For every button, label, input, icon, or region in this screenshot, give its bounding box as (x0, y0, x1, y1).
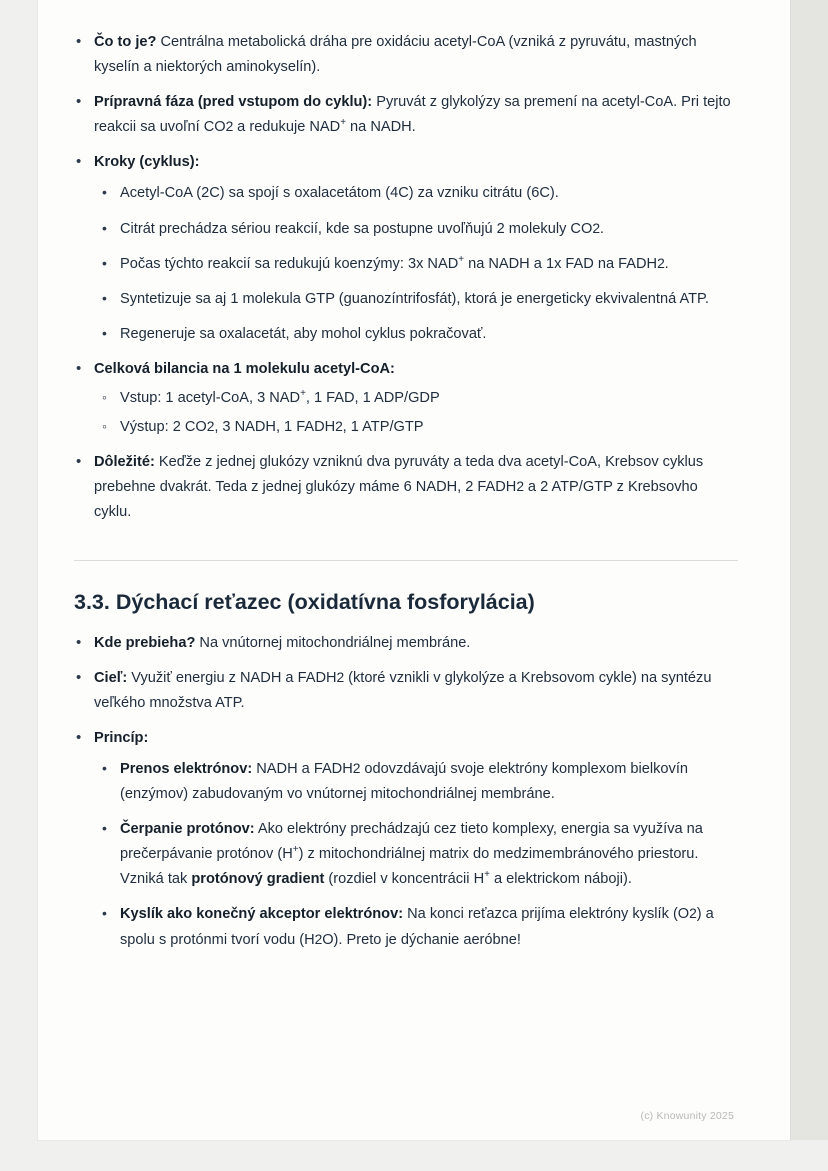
proton-superscript: + (292, 844, 299, 856)
list-item (68, 30, 738, 80)
dychaci-retazec-list (68, 631, 738, 953)
item-text: Centrálna metabolická dráha pre oxidáciu acetyl-CoA (vzniká z pyruvátu, mastných kyselín a niektorých aminokyselín). (94, 34, 697, 76)
vystup-text-c: , 1 ATP/GTP (342, 419, 424, 436)
kroky-sublist (94, 181, 738, 346)
list-item (94, 181, 738, 206)
item-label: Kde prebieha? (94, 634, 196, 651)
item-label: Kroky (cyklus): (94, 154, 200, 171)
vstup-text-a: Vstup: 1 acetyl-CoA, 3 NAD (120, 390, 301, 407)
o2-subscript: 2 (689, 905, 697, 922)
krebs-cycle-list (68, 30, 738, 526)
item-text-b: . (599, 220, 604, 237)
item-label: Čerpanie protónov: (120, 821, 255, 838)
fadh2-subscript: 2 (352, 759, 361, 776)
item-label: Prípravná fáza (pred vstupom do cyklu): (94, 94, 373, 111)
list-item (94, 217, 738, 242)
proton-superscript: + (484, 869, 490, 881)
inline-emphasis: protónový gradient (191, 871, 325, 888)
h2o-subscript: 2 (314, 930, 323, 947)
item-text: Na vnútornej mitochondriálnej membráne. (195, 634, 471, 651)
item-label: Cieľ: (94, 669, 128, 686)
item-label: Prenos elektrónov: (120, 760, 253, 777)
co2-subscript: 2 (225, 118, 234, 135)
document-content (68, 30, 738, 953)
list-item (94, 322, 738, 347)
list-item (94, 757, 738, 807)
fadh2-subscript: 2 (335, 418, 343, 435)
item-text-b: ) z mitochondriálnej matrix do medzimembránového priestoru. Vzniká tak (120, 846, 699, 888)
list-item (94, 415, 738, 440)
item-text-c: . (664, 255, 669, 272)
nad-plus-superscript: + (458, 253, 465, 265)
section-divider (74, 560, 738, 561)
nad-plus-superscript: + (340, 117, 346, 129)
list-item (68, 357, 738, 440)
item-text-b: ) a spolu s protónmi tvorí vodu (H (120, 906, 714, 948)
page-title: 3.3. Dýchací reťazec (oxidatívna fosforylácia) (74, 589, 535, 614)
item-text-d: a elektrickom náboji). (489, 871, 632, 888)
co2-subscript: 2 (206, 418, 215, 435)
vstup-text-b: , 1 FAD, 1 ADP/GDP (305, 390, 440, 407)
item-text-a: Počas týchto reakcií sa redukujú koenzýmy: 3x NAD (120, 255, 459, 272)
list-item (68, 150, 738, 347)
watermark: (c) Knowunity 2025 (640, 1110, 734, 1122)
princip-sublist (94, 757, 738, 953)
list-item (68, 726, 738, 953)
fadh2-subscript: 2 (336, 668, 345, 685)
item-text-a: Citrát prechádza sériou reakcií, kde sa postupne uvoľňujú 2 molekuly CO (120, 220, 593, 237)
item-text-c: (rozdiel v koncentrácii H (324, 871, 485, 888)
list-item (68, 90, 738, 140)
item-label: Princíp: (94, 729, 149, 746)
item-text-a: Využiť energiu z NADH a FADH (127, 669, 337, 686)
item-text-a: Pyruvát z glykolýzy sa premení na acetyl-CoA. Pri tejto reakcii sa uvoľní CO (94, 94, 731, 136)
bilancia-sublist (94, 386, 738, 440)
item-label: Dôležité: (94, 454, 155, 471)
item-text-b: a 2 ATP/GTP z Krebsovho cyklu. (94, 479, 698, 521)
item-label: Celková bilancia na 1 molekulu acetyl-CoA: (94, 360, 395, 377)
item-text: Acetyl-CoA (2C) sa spojí s oxalacetátom (4C) za vzniku citrátu (6C). (120, 185, 559, 202)
item-text-b: a redukuje NAD (233, 119, 341, 136)
list-item (94, 386, 738, 411)
item-label: Kyslík ako konečný akceptor elektrónov: (120, 906, 404, 923)
item-text-a: Na konci reťazca prijíma elektróny kyslík (O (403, 906, 690, 923)
list-item (94, 902, 738, 952)
item-text-a: Ako elektróny prechádzajú cez tieto komplexy, energia sa využíva na prečerpávanie protónov (H (120, 821, 703, 863)
item-text: Syntetizuje sa aj 1 molekula GTP (guanozíntrifosfát), ktorá je energeticky ekvivalentná ATP. (120, 290, 709, 307)
document-sheet (38, 0, 790, 1140)
nad-plus-superscript: + (300, 388, 306, 400)
item-text-a: Keďže z jednej glukózy vzniknú dva pyruváty a teda dva acetyl-CoA, Krebsov cyklus prebehne dvakrát. Teda z jednej glukózy máme 6 NADH, 2 FADH (94, 454, 704, 496)
co2-subscript: 2 (592, 219, 600, 236)
item-label: Čo to je? (94, 34, 157, 50)
list-item (94, 287, 738, 312)
fadh2-subscript: 2 (516, 478, 524, 495)
item-text-c: na NADH. (345, 119, 416, 136)
fadh2-subscript: 2 (657, 254, 665, 271)
list-item (68, 450, 738, 525)
item-text-c: O). Preto je dýchanie aeróbne! (322, 931, 521, 948)
item-text-b: odovzdávajú svoje elektróny komplexom bielkovín (enzýmov) zabudovaným vo vnútornej mitochondriálnej membráne. (120, 760, 688, 803)
vystup-text-b: , 3 NADH, 1 FADH (214, 419, 336, 436)
item-text: Regeneruje sa oxalacetát, aby mohol cyklus pokračovať. (120, 325, 487, 342)
item-text-b: na NADH a 1x FAD na FADH (464, 255, 658, 272)
list-item (68, 631, 738, 656)
list-item (94, 817, 738, 892)
item-text-a: NADH a FADH (252, 760, 353, 777)
scrollbar-thumb[interactable] (790, 0, 828, 1140)
item-text-b: (ktoré vznikli v glykolýze a Krebsovom cykle) na syntézu veľkého množstva ATP. (94, 669, 712, 711)
scrollbar-track[interactable] (790, 0, 828, 1140)
vystup-text-a: Výstup: 2 CO (120, 419, 207, 436)
list-item (68, 666, 738, 716)
list-item (94, 252, 738, 277)
